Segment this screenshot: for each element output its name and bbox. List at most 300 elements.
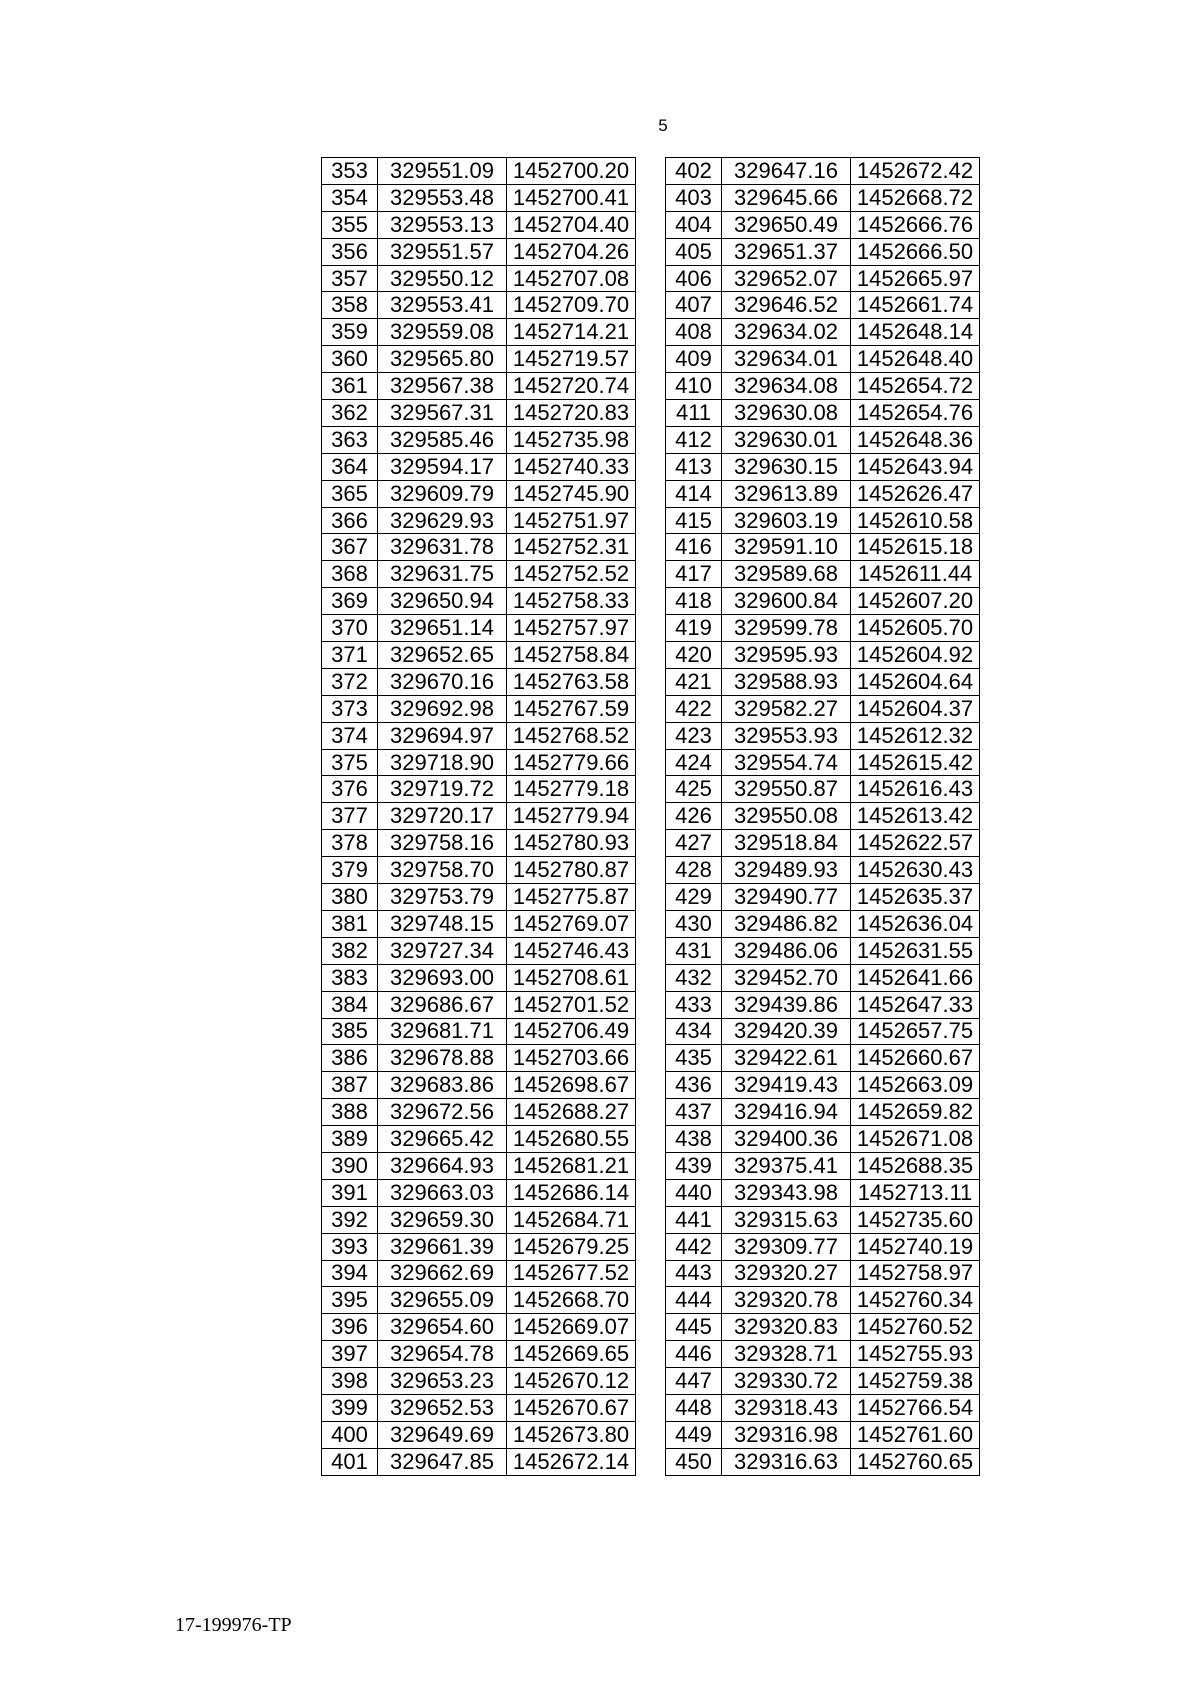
point-number-cell: 363 <box>322 426 378 453</box>
x-coordinate-cell: 329599.78 <box>722 615 851 642</box>
point-number-cell: 361 <box>322 373 378 400</box>
point-number-cell: 422 <box>666 695 722 722</box>
table-row <box>666 910 980 937</box>
x-coordinate-cell: 329318.43 <box>722 1394 851 1421</box>
y-coordinate-cell: 1452735.98 <box>507 426 636 453</box>
point-number-cell: 353 <box>322 158 378 185</box>
x-coordinate-cell: 329595.93 <box>722 642 851 669</box>
y-coordinate-cell: 1452760.65 <box>851 1448 980 1475</box>
x-coordinate-cell: 329678.88 <box>378 1045 507 1072</box>
point-number-cell: 414 <box>666 480 722 507</box>
table-row <box>666 453 980 480</box>
table-row <box>322 1314 636 1341</box>
x-coordinate-cell: 329316.63 <box>722 1448 851 1475</box>
point-number-cell: 431 <box>666 937 722 964</box>
point-number-cell: 433 <box>666 991 722 1018</box>
table-row <box>666 1448 980 1475</box>
table-row <box>322 991 636 1018</box>
x-coordinate-cell: 329663.03 <box>378 1179 507 1206</box>
x-coordinate-cell: 329631.78 <box>378 534 507 561</box>
x-coordinate-cell: 329649.69 <box>378 1421 507 1448</box>
table-row <box>322 1421 636 1448</box>
x-coordinate-cell: 329693.00 <box>378 964 507 991</box>
y-coordinate-cell: 1452706.49 <box>507 1018 636 1045</box>
y-coordinate-cell: 1452688.35 <box>851 1152 980 1179</box>
y-coordinate-cell: 1452626.47 <box>851 480 980 507</box>
table-row <box>666 1126 980 1153</box>
x-coordinate-cell: 329651.14 <box>378 615 507 642</box>
table-row <box>322 373 636 400</box>
x-coordinate-cell: 329634.02 <box>722 319 851 346</box>
table-row <box>322 453 636 480</box>
y-coordinate-cell: 1452704.40 <box>507 211 636 238</box>
table-row <box>666 319 980 346</box>
table-row <box>322 265 636 292</box>
point-number-cell: 410 <box>666 373 722 400</box>
point-number-cell: 379 <box>322 857 378 884</box>
table-row <box>666 1072 980 1099</box>
table-row <box>322 1448 636 1475</box>
y-coordinate-cell: 1452677.52 <box>507 1260 636 1287</box>
point-number-cell: 376 <box>322 776 378 803</box>
coordinate-table-right <box>665 157 980 1476</box>
table-row <box>666 803 980 830</box>
table-row <box>666 561 980 588</box>
point-number-cell: 383 <box>322 964 378 991</box>
x-coordinate-cell: 329553.41 <box>378 292 507 319</box>
x-coordinate-cell: 329589.68 <box>722 561 851 588</box>
point-number-cell: 401 <box>322 1448 378 1475</box>
table-row <box>322 346 636 373</box>
point-number-cell: 419 <box>666 615 722 642</box>
y-coordinate-cell: 1452720.83 <box>507 400 636 427</box>
y-coordinate-cell: 1452740.19 <box>851 1233 980 1260</box>
point-number-cell: 375 <box>322 749 378 776</box>
y-coordinate-cell: 1452631.55 <box>851 937 980 964</box>
x-coordinate-cell: 329650.94 <box>378 588 507 615</box>
y-coordinate-cell: 1452779.66 <box>507 749 636 776</box>
table-row <box>666 1394 980 1421</box>
point-number-cell: 444 <box>666 1287 722 1314</box>
x-coordinate-cell: 329400.36 <box>722 1126 851 1153</box>
x-coordinate-cell: 329439.86 <box>722 991 851 1018</box>
y-coordinate-cell: 1452766.54 <box>851 1394 980 1421</box>
table-row <box>666 830 980 857</box>
y-coordinate-cell: 1452703.66 <box>507 1045 636 1072</box>
point-number-cell: 406 <box>666 265 722 292</box>
y-coordinate-cell: 1452671.08 <box>851 1126 980 1153</box>
y-coordinate-cell: 1452673.80 <box>507 1421 636 1448</box>
x-coordinate-cell: 329634.08 <box>722 373 851 400</box>
y-coordinate-cell: 1452666.76 <box>851 211 980 238</box>
point-number-cell: 404 <box>666 211 722 238</box>
table-row <box>666 1179 980 1206</box>
y-coordinate-cell: 1452661.74 <box>851 292 980 319</box>
point-number-cell: 369 <box>322 588 378 615</box>
y-coordinate-cell: 1452720.74 <box>507 373 636 400</box>
table-row <box>322 238 636 265</box>
y-coordinate-cell: 1452760.34 <box>851 1287 980 1314</box>
table-row <box>322 319 636 346</box>
x-coordinate-cell: 329565.80 <box>378 346 507 373</box>
y-coordinate-cell: 1452670.12 <box>507 1368 636 1395</box>
y-coordinate-cell: 1452758.97 <box>851 1260 980 1287</box>
point-number-cell: 413 <box>666 453 722 480</box>
point-number-cell: 359 <box>322 319 378 346</box>
y-coordinate-cell: 1452757.97 <box>507 615 636 642</box>
x-coordinate-cell: 329748.15 <box>378 910 507 937</box>
point-number-cell: 407 <box>666 292 722 319</box>
y-coordinate-cell: 1452686.14 <box>507 1179 636 1206</box>
point-number-cell: 360 <box>322 346 378 373</box>
y-coordinate-cell: 1452709.70 <box>507 292 636 319</box>
point-number-cell: 426 <box>666 803 722 830</box>
y-coordinate-cell: 1452648.36 <box>851 426 980 453</box>
point-number-cell: 424 <box>666 749 722 776</box>
x-coordinate-cell: 329315.63 <box>722 1206 851 1233</box>
y-coordinate-cell: 1452700.20 <box>507 158 636 185</box>
point-number-cell: 391 <box>322 1179 378 1206</box>
x-coordinate-cell: 329681.71 <box>378 1018 507 1045</box>
x-coordinate-cell: 329758.16 <box>378 830 507 857</box>
point-number-cell: 366 <box>322 507 378 534</box>
table-row <box>666 937 980 964</box>
x-coordinate-cell: 329309.77 <box>722 1233 851 1260</box>
point-number-cell: 367 <box>322 534 378 561</box>
y-coordinate-cell: 1452679.25 <box>507 1233 636 1260</box>
point-number-cell: 423 <box>666 722 722 749</box>
point-number-cell: 385 <box>322 1018 378 1045</box>
y-coordinate-cell: 1452605.70 <box>851 615 980 642</box>
y-coordinate-cell: 1452672.14 <box>507 1448 636 1475</box>
x-coordinate-cell: 329665.42 <box>378 1126 507 1153</box>
point-number-cell: 403 <box>666 184 722 211</box>
x-coordinate-cell: 329650.49 <box>722 211 851 238</box>
y-coordinate-cell: 1452760.52 <box>851 1314 980 1341</box>
point-number-cell: 381 <box>322 910 378 937</box>
point-number-cell: 382 <box>322 937 378 964</box>
y-coordinate-cell: 1452763.58 <box>507 668 636 695</box>
point-number-cell: 448 <box>666 1394 722 1421</box>
x-coordinate-cell: 329662.69 <box>378 1260 507 1287</box>
point-number-cell: 442 <box>666 1233 722 1260</box>
y-coordinate-cell: 1452769.07 <box>507 910 636 937</box>
point-number-cell: 425 <box>666 776 722 803</box>
document-id: 17-199976-TP <box>175 1614 292 1636</box>
y-coordinate-cell: 1452779.94 <box>507 803 636 830</box>
y-coordinate-cell: 1452615.18 <box>851 534 980 561</box>
y-coordinate-cell: 1452604.37 <box>851 695 980 722</box>
y-coordinate-cell: 1452684.71 <box>507 1206 636 1233</box>
y-coordinate-cell: 1452755.93 <box>851 1341 980 1368</box>
table-row <box>666 776 980 803</box>
table-row <box>666 373 980 400</box>
x-coordinate-cell: 329375.41 <box>722 1152 851 1179</box>
y-coordinate-cell: 1452607.20 <box>851 588 980 615</box>
x-coordinate-cell: 329550.12 <box>378 265 507 292</box>
point-number-cell: 402 <box>666 158 722 185</box>
point-number-cell: 387 <box>322 1072 378 1099</box>
x-coordinate-cell: 329582.27 <box>722 695 851 722</box>
point-number-cell: 446 <box>666 1341 722 1368</box>
x-coordinate-cell: 329594.17 <box>378 453 507 480</box>
table-row <box>666 1368 980 1395</box>
y-coordinate-cell: 1452648.14 <box>851 319 980 346</box>
x-coordinate-cell: 329718.90 <box>378 749 507 776</box>
table-row <box>322 480 636 507</box>
x-coordinate-cell: 329664.93 <box>378 1152 507 1179</box>
table-row <box>666 964 980 991</box>
x-coordinate-cell: 329629.93 <box>378 507 507 534</box>
y-coordinate-cell: 1452665.97 <box>851 265 980 292</box>
y-coordinate-cell: 1452767.59 <box>507 695 636 722</box>
table-row <box>322 507 636 534</box>
y-coordinate-cell: 1452654.72 <box>851 373 980 400</box>
x-coordinate-cell: 329645.66 <box>722 184 851 211</box>
y-coordinate-cell: 1452672.42 <box>851 158 980 185</box>
table-row <box>666 884 980 911</box>
x-coordinate-cell: 329330.72 <box>722 1368 851 1395</box>
x-coordinate-cell: 329659.30 <box>378 1206 507 1233</box>
table-row <box>322 722 636 749</box>
point-number-cell: 384 <box>322 991 378 1018</box>
x-coordinate-cell: 329630.01 <box>722 426 851 453</box>
y-coordinate-cell: 1452604.64 <box>851 668 980 695</box>
x-coordinate-cell: 329553.48 <box>378 184 507 211</box>
x-coordinate-cell: 329419.43 <box>722 1072 851 1099</box>
y-coordinate-cell: 1452758.33 <box>507 588 636 615</box>
table-row <box>666 749 980 776</box>
point-number-cell: 421 <box>666 668 722 695</box>
x-coordinate-cell: 329320.27 <box>722 1260 851 1287</box>
y-coordinate-cell: 1452719.57 <box>507 346 636 373</box>
point-number-cell: 358 <box>322 292 378 319</box>
table-row <box>322 1018 636 1045</box>
x-coordinate-cell: 329609.79 <box>378 480 507 507</box>
y-coordinate-cell: 1452752.31 <box>507 534 636 561</box>
x-coordinate-cell: 329670.16 <box>378 668 507 695</box>
x-coordinate-cell: 329416.94 <box>722 1099 851 1126</box>
y-coordinate-cell: 1452668.70 <box>507 1287 636 1314</box>
x-coordinate-cell: 329653.23 <box>378 1368 507 1395</box>
table-row <box>322 910 636 937</box>
y-coordinate-cell: 1452630.43 <box>851 857 980 884</box>
table-row <box>322 184 636 211</box>
y-coordinate-cell: 1452740.33 <box>507 453 636 480</box>
y-coordinate-cell: 1452669.65 <box>507 1341 636 1368</box>
point-number-cell: 438 <box>666 1126 722 1153</box>
x-coordinate-cell: 329550.08 <box>722 803 851 830</box>
table-row <box>666 695 980 722</box>
point-number-cell: 380 <box>322 884 378 911</box>
table-row <box>322 668 636 695</box>
y-coordinate-cell: 1452643.94 <box>851 453 980 480</box>
point-number-cell: 415 <box>666 507 722 534</box>
y-coordinate-cell: 1452635.37 <box>851 884 980 911</box>
point-number-cell: 357 <box>322 265 378 292</box>
y-coordinate-cell: 1452613.42 <box>851 803 980 830</box>
x-coordinate-cell: 329551.57 <box>378 238 507 265</box>
y-coordinate-cell: 1452700.41 <box>507 184 636 211</box>
x-coordinate-cell: 329490.77 <box>722 884 851 911</box>
table-row <box>666 184 980 211</box>
table-row <box>666 534 980 561</box>
point-number-cell: 435 <box>666 1045 722 1072</box>
point-number-cell: 411 <box>666 400 722 427</box>
y-coordinate-cell: 1452681.21 <box>507 1152 636 1179</box>
table-row <box>666 158 980 185</box>
table-row <box>666 346 980 373</box>
x-coordinate-cell: 329651.37 <box>722 238 851 265</box>
point-number-cell: 395 <box>322 1287 378 1314</box>
point-number-cell: 368 <box>322 561 378 588</box>
table-row <box>322 211 636 238</box>
point-number-cell: 441 <box>666 1206 722 1233</box>
x-coordinate-cell: 329647.16 <box>722 158 851 185</box>
point-number-cell: 354 <box>322 184 378 211</box>
point-number-cell: 396 <box>322 1314 378 1341</box>
point-number-cell: 400 <box>322 1421 378 1448</box>
y-coordinate-cell: 1452768.52 <box>507 722 636 749</box>
point-number-cell: 418 <box>666 588 722 615</box>
y-coordinate-cell: 1452604.92 <box>851 642 980 669</box>
point-number-cell: 371 <box>322 642 378 669</box>
point-number-cell: 416 <box>666 534 722 561</box>
point-number-cell: 362 <box>322 400 378 427</box>
point-number-cell: 443 <box>666 1260 722 1287</box>
y-coordinate-cell: 1452611.44 <box>851 561 980 588</box>
y-coordinate-cell: 1452698.67 <box>507 1072 636 1099</box>
x-coordinate-cell: 329551.09 <box>378 158 507 185</box>
table-row <box>322 1394 636 1421</box>
table-row <box>666 426 980 453</box>
x-coordinate-cell: 329630.08 <box>722 400 851 427</box>
table-row <box>666 265 980 292</box>
page-number: 5 <box>658 116 668 135</box>
y-coordinate-cell: 1452708.61 <box>507 964 636 991</box>
point-number-cell: 408 <box>666 319 722 346</box>
point-number-cell: 417 <box>666 561 722 588</box>
point-number-cell: 355 <box>322 211 378 238</box>
point-number-cell: 440 <box>666 1179 722 1206</box>
table-row <box>322 776 636 803</box>
table-row <box>322 1045 636 1072</box>
y-coordinate-cell: 1452616.43 <box>851 776 980 803</box>
point-number-cell: 436 <box>666 1072 722 1099</box>
table-row <box>322 1179 636 1206</box>
x-coordinate-cell: 329550.87 <box>722 776 851 803</box>
point-number-cell: 372 <box>322 668 378 695</box>
x-coordinate-cell: 329654.78 <box>378 1341 507 1368</box>
y-coordinate-cell: 1452663.09 <box>851 1072 980 1099</box>
y-coordinate-cell: 1452648.40 <box>851 346 980 373</box>
y-coordinate-cell: 1452761.60 <box>851 1421 980 1448</box>
x-coordinate-cell: 329320.83 <box>722 1314 851 1341</box>
table-row <box>666 615 980 642</box>
table-row <box>322 1072 636 1099</box>
x-coordinate-cell: 329630.15 <box>722 453 851 480</box>
x-coordinate-cell: 329694.97 <box>378 722 507 749</box>
table-row <box>666 1152 980 1179</box>
y-coordinate-cell: 1452622.57 <box>851 830 980 857</box>
point-number-cell: 389 <box>322 1126 378 1153</box>
y-coordinate-cell: 1452780.87 <box>507 857 636 884</box>
table-row <box>322 857 636 884</box>
table-row <box>666 1206 980 1233</box>
x-coordinate-cell: 329420.39 <box>722 1018 851 1045</box>
x-coordinate-cell: 329753.79 <box>378 884 507 911</box>
y-coordinate-cell: 1452780.93 <box>507 830 636 857</box>
y-coordinate-cell: 1452746.43 <box>507 937 636 964</box>
x-coordinate-cell: 329727.34 <box>378 937 507 964</box>
x-coordinate-cell: 329646.52 <box>722 292 851 319</box>
table-row <box>666 1260 980 1287</box>
point-number-cell: 409 <box>666 346 722 373</box>
y-coordinate-cell: 1452775.87 <box>507 884 636 911</box>
y-coordinate-cell: 1452615.42 <box>851 749 980 776</box>
table-row <box>666 857 980 884</box>
y-coordinate-cell: 1452759.38 <box>851 1368 980 1395</box>
x-coordinate-cell: 329559.08 <box>378 319 507 346</box>
table-row <box>322 158 636 185</box>
table-row <box>666 668 980 695</box>
x-coordinate-cell: 329567.38 <box>378 373 507 400</box>
table-row <box>322 1126 636 1153</box>
table-row <box>322 1206 636 1233</box>
point-number-cell: 449 <box>666 1421 722 1448</box>
point-number-cell: 386 <box>322 1045 378 1072</box>
x-coordinate-cell: 329600.84 <box>722 588 851 615</box>
y-coordinate-cell: 1452670.67 <box>507 1394 636 1421</box>
coordinate-table-left <box>321 157 636 1476</box>
point-number-cell: 437 <box>666 1099 722 1126</box>
point-number-cell: 450 <box>666 1448 722 1475</box>
x-coordinate-cell: 329634.01 <box>722 346 851 373</box>
point-number-cell: 390 <box>322 1152 378 1179</box>
table-row <box>666 1233 980 1260</box>
point-number-cell: 378 <box>322 830 378 857</box>
y-coordinate-cell: 1452707.08 <box>507 265 636 292</box>
point-number-cell: 405 <box>666 238 722 265</box>
y-coordinate-cell: 1452666.50 <box>851 238 980 265</box>
y-coordinate-cell: 1452779.18 <box>507 776 636 803</box>
y-coordinate-cell: 1452610.58 <box>851 507 980 534</box>
x-coordinate-cell: 329452.70 <box>722 964 851 991</box>
table-row <box>322 803 636 830</box>
table-row <box>322 426 636 453</box>
x-coordinate-cell: 329518.84 <box>722 830 851 857</box>
x-coordinate-cell: 329320.78 <box>722 1287 851 1314</box>
point-number-cell: 427 <box>666 830 722 857</box>
point-number-cell: 447 <box>666 1368 722 1395</box>
y-coordinate-cell: 1452688.27 <box>507 1099 636 1126</box>
x-coordinate-cell: 329422.61 <box>722 1045 851 1072</box>
y-coordinate-cell: 1452668.72 <box>851 184 980 211</box>
table-row <box>322 534 636 561</box>
table-row <box>666 507 980 534</box>
table-row <box>666 1341 980 1368</box>
point-number-cell: 356 <box>322 238 378 265</box>
point-number-cell: 392 <box>322 1206 378 1233</box>
x-coordinate-cell: 329758.70 <box>378 857 507 884</box>
point-number-cell: 364 <box>322 453 378 480</box>
x-coordinate-cell: 329591.10 <box>722 534 851 561</box>
table-row <box>322 642 636 669</box>
x-coordinate-cell: 329588.93 <box>722 668 851 695</box>
table-row <box>666 1314 980 1341</box>
table-row <box>322 615 636 642</box>
table-row <box>666 238 980 265</box>
